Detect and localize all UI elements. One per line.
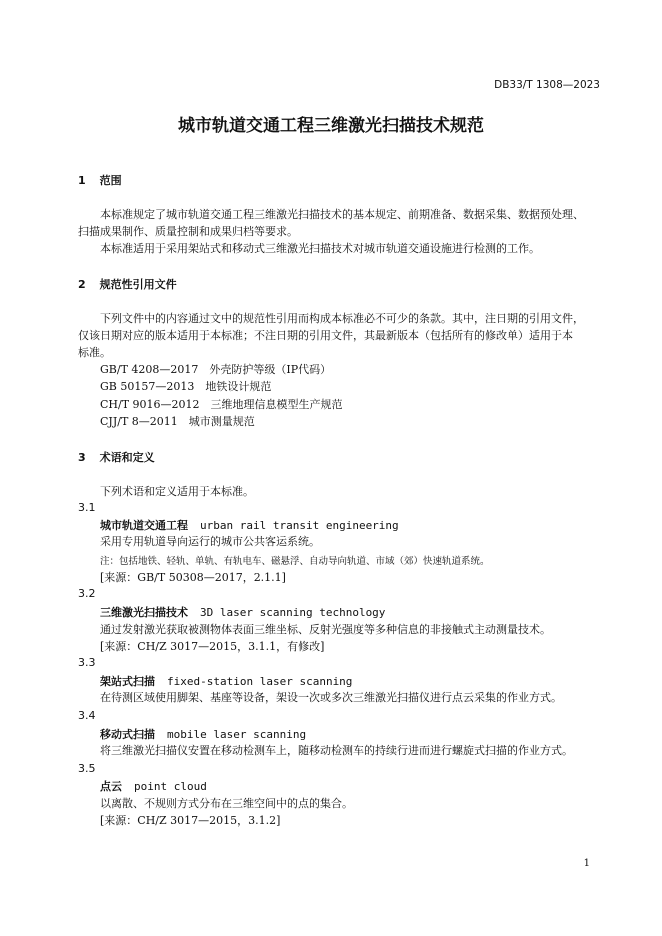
term-en: urban rail transit engineering bbox=[200, 519, 399, 532]
section-number: 1 bbox=[78, 174, 86, 187]
paragraph-line: 本标准规定了城市轨道交通工程三维激光扫描技术的基本规定、前期准备、数据采集、数据预处理、 bbox=[100, 208, 584, 221]
term-definition: 通过发射激光获取被测物体表面三维坐标、反射光强度等多种信息的非接触式主动测量技术。 bbox=[100, 623, 551, 636]
term-zh: 移动式扫描 bbox=[100, 728, 155, 741]
section-number: 2 bbox=[78, 278, 86, 291]
terms-intro: 下列术语和定义适用于本标准。 bbox=[100, 485, 254, 498]
paragraph-line: 标准。 bbox=[78, 346, 111, 359]
term-number: 3.5 bbox=[78, 762, 96, 775]
term-note: 注：包括地铁、轻轨、单轨、有轨电车、磁悬浮、自动导向轨道、市域（郊）快速轨道系统。 bbox=[100, 556, 490, 567]
reference-item: CH/T 9016—2012 三维地理信息模型生产规范 bbox=[100, 398, 343, 411]
term-number: 3.4 bbox=[78, 709, 96, 722]
section-2-heading bbox=[78, 276, 177, 292]
term-definition: 将三维激光扫描仪安置在移动检测车上，随移动检测车的持续行进而进行螺旋式扫描的作业方式。 bbox=[100, 744, 573, 757]
section-title: 范围 bbox=[99, 174, 122, 187]
term-zh: 点云 bbox=[100, 780, 122, 793]
standard-code: DB33/T 1308—2023 bbox=[494, 79, 600, 91]
term-title bbox=[100, 778, 207, 794]
paragraph-line: 本标准适用于采用架站式和移动式三维激光扫描技术对城市轨道交通设施进行检测的工作。 bbox=[100, 242, 540, 255]
term-source: [来源：CH/Z 3017—2015，3.1.2] bbox=[100, 814, 281, 827]
term-title bbox=[100, 726, 306, 742]
paragraph-line: 扫描成果制作、质量控制和成果归档等要求。 bbox=[78, 225, 298, 238]
term-en: fixed-station laser scanning bbox=[167, 675, 353, 688]
document-title: 城市轨道交通工程三维激光扫描技术规范 bbox=[178, 116, 484, 136]
term-title bbox=[100, 604, 385, 620]
section-title: 术语和定义 bbox=[99, 451, 155, 464]
page-number: 1 bbox=[583, 858, 590, 869]
term-definition: 在待测区域使用脚架、基座等设备，架设一次或多次三维激光扫描仪进行点云采集的作业方式。 bbox=[100, 691, 562, 704]
term-number: 3.1 bbox=[78, 501, 96, 514]
paragraph-line: 下列文件中的内容通过文中的规范性引用而构成本标准必不可少的条款。其中，注日期的引用文件， bbox=[100, 312, 584, 325]
paragraph-line: 仅该日期对应的版本适用于本标准；不注日期的引用文件，其最新版本（包括所有的修改单）适用于本 bbox=[78, 329, 573, 342]
section-title: 规范性引用文件 bbox=[99, 278, 177, 291]
term-source: [来源：CH/Z 3017—2015，3.1.1，有修改] bbox=[100, 640, 325, 653]
term-definition: 采用专用轨道导向运行的城市公共客运系统。 bbox=[100, 535, 320, 548]
reference-item: CJJ/T 8—2011 城市测量规范 bbox=[100, 415, 255, 428]
section-1-heading bbox=[78, 172, 122, 188]
term-number: 3.3 bbox=[78, 656, 96, 669]
reference-item: GB/T 4208—2017 外壳防护等级（IP代码） bbox=[100, 363, 332, 376]
section-3-heading bbox=[78, 449, 155, 465]
term-title bbox=[100, 517, 399, 533]
term-source: [来源：GB/T 50308—2017，2.1.1] bbox=[100, 571, 286, 584]
term-definition: 以离散、不规则方式分布在三维空间中的点的集合。 bbox=[100, 797, 353, 810]
term-title bbox=[100, 673, 352, 689]
term-zh: 三维激光扫描技术 bbox=[100, 606, 188, 619]
term-en: 3D laser scanning technology bbox=[200, 606, 386, 619]
term-zh: 架站式扫描 bbox=[100, 675, 155, 688]
section-number: 3 bbox=[78, 451, 86, 464]
term-en: point cloud bbox=[134, 780, 207, 793]
term-zh: 城市轨道交通工程 bbox=[100, 519, 188, 532]
reference-item: GB 50157—2013 地铁设计规范 bbox=[100, 380, 272, 393]
term-en: mobile laser scanning bbox=[167, 728, 307, 741]
term-number: 3.2 bbox=[78, 587, 96, 600]
